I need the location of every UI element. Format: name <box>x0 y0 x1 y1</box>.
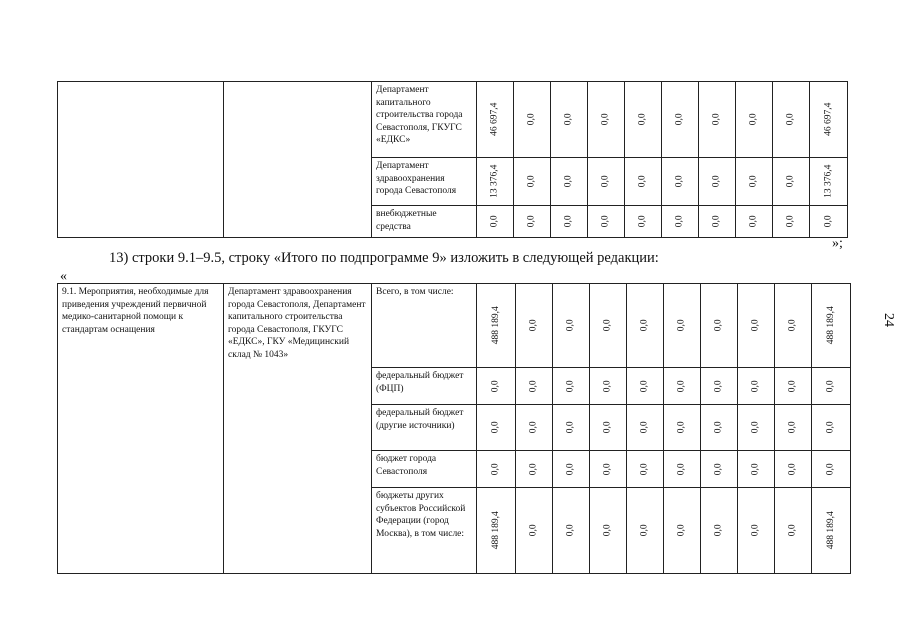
value-text: 0,0 <box>602 380 613 392</box>
value-cell <box>553 451 590 488</box>
value-cell <box>699 158 736 206</box>
value-text: 0,0 <box>602 463 613 475</box>
value-text: 0,0 <box>750 524 761 537</box>
value-cell <box>775 488 812 574</box>
value-text: 0,0 <box>674 215 685 228</box>
value-cell <box>553 368 590 405</box>
value-cell <box>588 82 625 158</box>
value-text: 0,0 <box>674 175 685 188</box>
value-cell <box>738 368 775 405</box>
funding-source-cell: Всего, в том числе: <box>372 284 477 368</box>
value-text: 0,0 <box>490 380 501 392</box>
value-text: 488 189,4 <box>825 511 836 550</box>
value-cell <box>773 82 810 158</box>
page-number: 24 <box>881 313 896 327</box>
value-text: 0,0 <box>602 524 613 537</box>
value-text: 0,0 <box>750 463 761 475</box>
value-text: 0,0 <box>600 175 611 188</box>
empty-executor-cell <box>224 82 372 238</box>
value-cell <box>738 405 775 451</box>
value-cell <box>664 488 701 574</box>
value-cell <box>775 405 812 451</box>
value-text: 0,0 <box>528 319 539 332</box>
value-cell <box>588 206 625 238</box>
value-cell <box>553 488 590 574</box>
value-text: 0,0 <box>676 380 687 392</box>
value-cell <box>627 368 664 405</box>
value-cell <box>701 488 738 574</box>
value-text: 0,0 <box>750 319 761 332</box>
value-text: 0,0 <box>676 524 687 537</box>
value-text: 0,0 <box>600 215 611 228</box>
value-text: 46 697,4 <box>489 102 500 137</box>
value-text: 0,0 <box>602 319 613 332</box>
funding-source-cell: Департамент здравоохранения города Севастополя <box>372 158 477 206</box>
value-text: 0,0 <box>639 524 650 537</box>
value-cell <box>590 368 627 405</box>
value-cell <box>516 451 553 488</box>
value-text: 0,0 <box>748 113 759 126</box>
value-text: 0,0 <box>565 319 576 332</box>
value-text: 0,0 <box>748 215 759 228</box>
value-text: 0,0 <box>676 421 687 434</box>
value-text: 0,0 <box>750 421 761 434</box>
value-text: 0,0 <box>637 215 648 228</box>
value-text: 0,0 <box>526 113 537 126</box>
value-cell <box>477 488 516 574</box>
value-text: 0,0 <box>639 380 650 392</box>
value-cell <box>736 206 773 238</box>
table-row <box>58 82 848 158</box>
value-cell <box>701 284 738 368</box>
value-text: 0,0 <box>787 524 798 537</box>
value-cell <box>514 158 551 206</box>
value-text: 0,0 <box>637 175 648 188</box>
value-cell <box>625 158 662 206</box>
value-cell <box>627 488 664 574</box>
value-cell <box>551 206 588 238</box>
funding-source-cell: федеральный бюджет (другие источники) <box>372 405 477 451</box>
value-text: 0,0 <box>676 463 687 475</box>
value-cell <box>664 451 701 488</box>
value-cell <box>551 82 588 158</box>
value-cell <box>699 206 736 238</box>
value-text: 0,0 <box>785 113 796 126</box>
value-cell <box>701 405 738 451</box>
value-text: 46 697,4 <box>823 102 834 137</box>
opening-quote: « <box>60 269 67 284</box>
value-text: 0,0 <box>785 175 796 188</box>
value-cell <box>775 284 812 368</box>
value-text: 0,0 <box>750 380 761 392</box>
value-text: 0,0 <box>639 319 650 332</box>
value-cell <box>627 284 664 368</box>
bottom-table <box>57 283 851 574</box>
value-cell <box>775 368 812 405</box>
value-cell <box>625 82 662 158</box>
value-cell <box>477 368 516 405</box>
funding-source-cell: внебюджетные средства <box>372 206 477 238</box>
value-text: 0,0 <box>713 380 724 392</box>
value-cell <box>477 451 516 488</box>
value-text: 0,0 <box>711 175 722 188</box>
value-cell <box>810 158 848 206</box>
value-cell <box>699 82 736 158</box>
value-text: 0,0 <box>528 380 539 392</box>
value-text: 0,0 <box>602 421 613 434</box>
value-cell <box>477 405 516 451</box>
value-cell <box>662 158 699 206</box>
value-text: 0,0 <box>528 463 539 475</box>
value-text: 0,0 <box>711 113 722 126</box>
value-cell <box>738 284 775 368</box>
value-cell <box>662 206 699 238</box>
activity-cell: 9.1. Мероприятия, необходимые для приведения учреждений первичной медико-санитарной помощи к стандартам оснащения <box>58 284 224 574</box>
value-text: 488 189,4 <box>825 306 836 345</box>
value-cell <box>701 368 738 405</box>
value-cell <box>625 206 662 238</box>
value-text: 0,0 <box>563 113 574 126</box>
table-row <box>58 284 851 368</box>
value-cell <box>477 206 514 238</box>
value-cell <box>773 206 810 238</box>
value-text: 0,0 <box>823 215 834 228</box>
value-text: 0,0 <box>565 463 576 475</box>
closing-quote: »; <box>832 236 843 251</box>
value-text: 488 189,4 <box>490 511 501 550</box>
value-text: 0,0 <box>528 421 539 434</box>
value-cell <box>627 451 664 488</box>
value-cell <box>736 158 773 206</box>
value-cell <box>551 158 588 206</box>
value-text: 0,0 <box>785 215 796 228</box>
value-cell <box>590 451 627 488</box>
value-text: 0,0 <box>565 524 576 537</box>
value-cell <box>812 488 851 574</box>
value-text: 0,0 <box>637 113 648 126</box>
value-cell <box>664 405 701 451</box>
value-cell <box>514 206 551 238</box>
value-text: 13 376,4 <box>489 164 500 199</box>
value-text: 0,0 <box>676 319 687 332</box>
value-cell <box>664 368 701 405</box>
value-cell <box>738 488 775 574</box>
value-text: 0,0 <box>787 421 798 434</box>
top-table <box>57 81 848 238</box>
value-text: 0,0 <box>711 215 722 228</box>
funding-source-cell: федеральный бюджет (ФЦП) <box>372 368 477 405</box>
value-text: 488 189,4 <box>490 306 501 345</box>
value-text: 0,0 <box>713 463 724 475</box>
value-cell <box>516 368 553 405</box>
value-text: 0,0 <box>713 421 724 434</box>
value-text: 0,0 <box>787 463 798 475</box>
empty-activity-cell <box>58 82 224 238</box>
funding-source-cell: бюджеты других субъектов Российской Федерации (город Москва), в том числе: <box>372 488 477 574</box>
value-text: 0,0 <box>639 421 650 434</box>
value-cell <box>627 405 664 451</box>
value-cell <box>812 405 851 451</box>
value-text: 0,0 <box>748 175 759 188</box>
value-text: 0,0 <box>528 524 539 537</box>
value-text: 0,0 <box>526 175 537 188</box>
value-cell <box>812 451 851 488</box>
value-cell <box>590 284 627 368</box>
value-cell <box>775 451 812 488</box>
value-text: 0,0 <box>490 421 501 434</box>
value-text: 0,0 <box>639 463 650 475</box>
value-cell <box>738 451 775 488</box>
value-cell <box>477 82 514 158</box>
value-text: 0,0 <box>674 113 685 126</box>
value-cell <box>662 82 699 158</box>
value-cell <box>810 206 848 238</box>
value-cell <box>516 488 553 574</box>
value-cell <box>477 158 514 206</box>
value-cell <box>810 82 848 158</box>
value-cell <box>812 368 851 405</box>
value-text: 0,0 <box>825 421 836 434</box>
value-cell <box>516 284 553 368</box>
value-cell <box>588 158 625 206</box>
value-text: 0,0 <box>713 319 724 332</box>
value-cell <box>773 158 810 206</box>
value-cell <box>664 284 701 368</box>
value-text: 0,0 <box>600 113 611 126</box>
value-text: 0,0 <box>526 215 537 228</box>
value-cell <box>553 405 590 451</box>
value-cell <box>736 82 773 158</box>
value-text: 0,0 <box>563 175 574 188</box>
value-text: 0,0 <box>825 463 836 475</box>
executor-cell: Департамент здравоохранения города Севастополя, Департамент капитального строительства города Севастополя, ГКУГС «ЕДКС», ГКУ «Медицинский склад № 1043» <box>224 284 372 574</box>
value-cell <box>477 284 516 368</box>
value-cell <box>590 488 627 574</box>
value-text: 0,0 <box>787 380 798 392</box>
value-cell <box>516 405 553 451</box>
funding-source-cell: Департамент капитального строительства города Севастополя, ГКУГС «ЕДКС» <box>372 82 477 158</box>
value-cell <box>812 284 851 368</box>
value-cell <box>590 405 627 451</box>
value-text: 0,0 <box>563 215 574 228</box>
value-cell <box>701 451 738 488</box>
instruction-text: 13) строки 9.1–9.5, строку «Итого по подпрограмме 9» изложить в следующей редакции: <box>109 250 659 266</box>
value-cell <box>514 82 551 158</box>
value-text: 0,0 <box>713 524 724 537</box>
value-text: 0,0 <box>489 215 500 228</box>
value-cell <box>553 284 590 368</box>
value-text: 13 376,4 <box>823 164 834 199</box>
value-text: 0,0 <box>825 380 836 392</box>
value-text: 0,0 <box>565 421 576 434</box>
value-text: 0,0 <box>565 380 576 392</box>
value-text: 0,0 <box>490 463 501 475</box>
value-text: 0,0 <box>787 319 798 332</box>
funding-source-cell: бюджет города Севастополя <box>372 451 477 488</box>
